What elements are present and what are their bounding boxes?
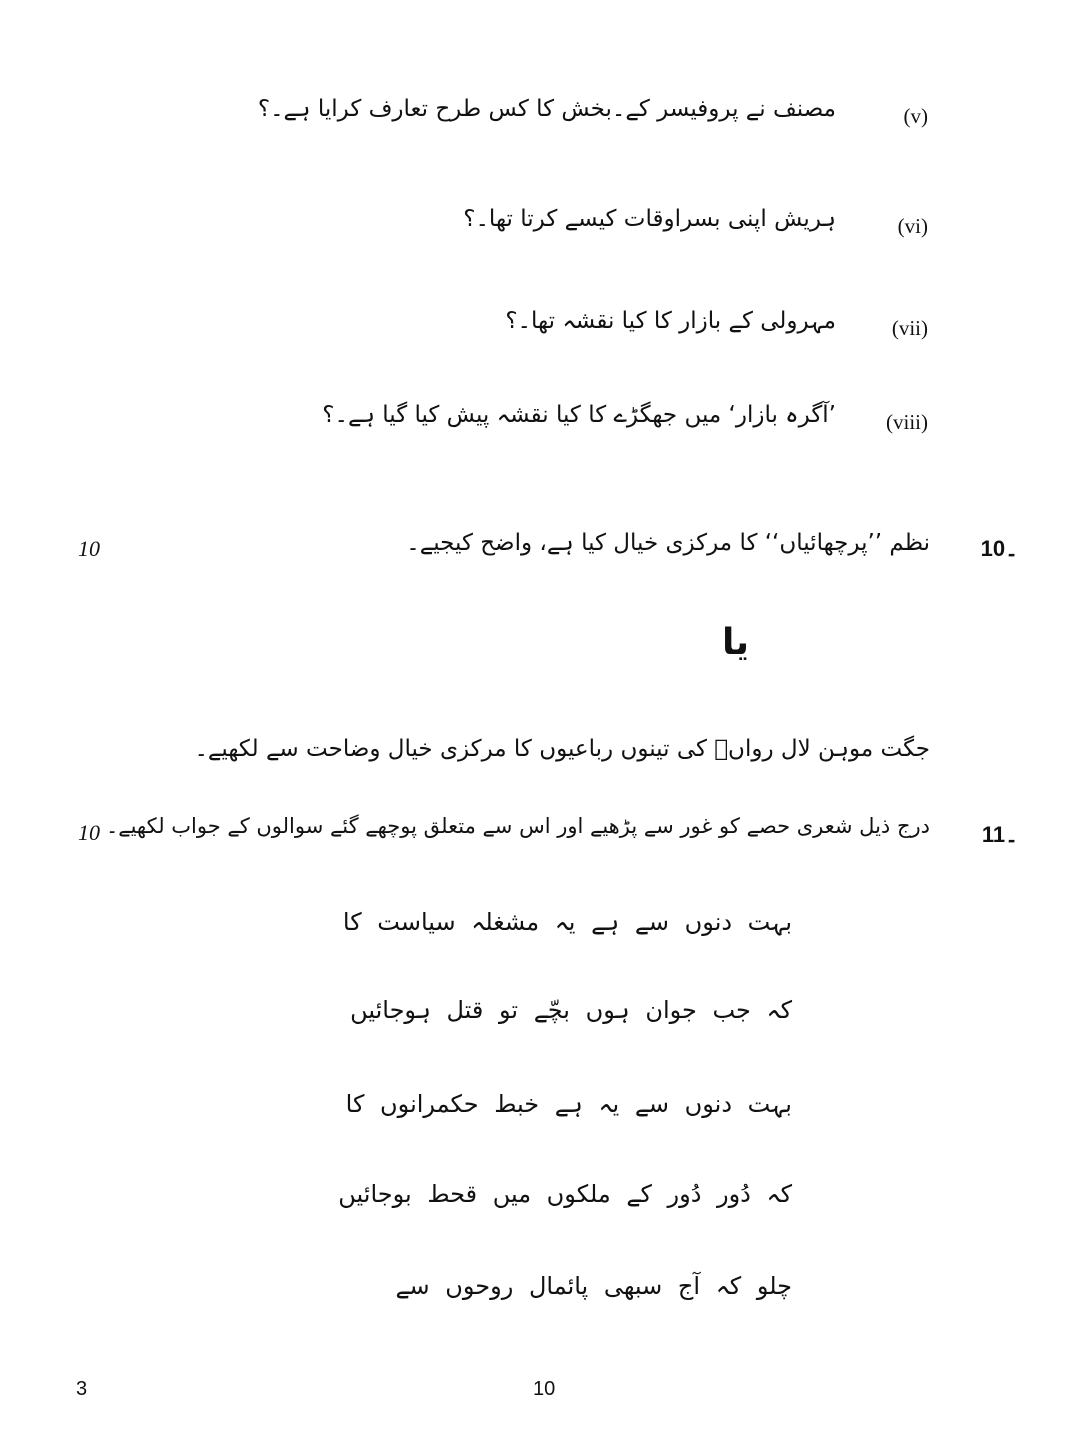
or-divider: یا — [722, 622, 750, 663]
footer-code: 3 — [76, 1378, 88, 1400]
sub-question-label-viii: (viii) — [886, 410, 928, 434]
sub-question-label-v: (v) — [903, 104, 928, 128]
sub-question-label-vii: (vii) — [891, 316, 928, 340]
sub-question-text-v: مصنف نے پروفیسر کے۔بخش کا کس طرح تعارف کرایا ہے۔؟ — [257, 96, 836, 122]
poem-line: کہ جب جوان ہوں بچّے تو قتل ہوجائیں — [350, 996, 792, 1024]
poem-line: کہ دُور دُور کے ملکوں میں قحط بوجائیں — [338, 1180, 792, 1208]
sub-question-text-vii: مہرولی کے بازار کا کیا نقشہ تھا۔؟ — [505, 308, 836, 334]
question-10-text: نظم ’’پرچھائیاں‘‘ کا مرکزی خیال کیا ہے، واضح کیجیے۔ — [406, 530, 930, 556]
sub-question-text-viii: ’آگرہ بازار‘ میں جھگڑے کا کیا نقشہ پیش کیا گیا ہے۔؟ — [322, 402, 836, 428]
question-11-text: درج ذیل شعری حصے کو غور سے پڑھیے اور اس سے متعلق پوچھے گئے سوالوں کے جواب لکھیے۔ — [105, 814, 930, 838]
question-10-alternative-text: جگت موہن لال رواںؔ کی تینوں رباعیوں کا مرکزی خیال وضاحت سے لکھیے۔ — [194, 736, 930, 762]
page-number: 10 — [533, 1378, 556, 1400]
question-10-marks: 10 — [78, 536, 100, 561]
question-10-number: 10۔ — [980, 536, 1018, 561]
question-11-marks: 10 — [78, 820, 100, 845]
poem-line: چلو کہ آج سبھی پائمال روحوں سے — [395, 1272, 792, 1300]
poem-line: بہت دنوں سے یہ ہے خبط حکمرانوں کا — [345, 1090, 792, 1118]
question-11-number: 11۔ — [981, 822, 1018, 847]
sub-question-text-vi: ہریش اپنی بسراوقات کیسے کرتا تھا۔؟ — [463, 206, 836, 232]
poem-line: بہت دنوں سے ہے یہ مشغلہ سیاست کا — [342, 908, 792, 936]
sub-question-label-vi: (vi) — [897, 214, 928, 238]
